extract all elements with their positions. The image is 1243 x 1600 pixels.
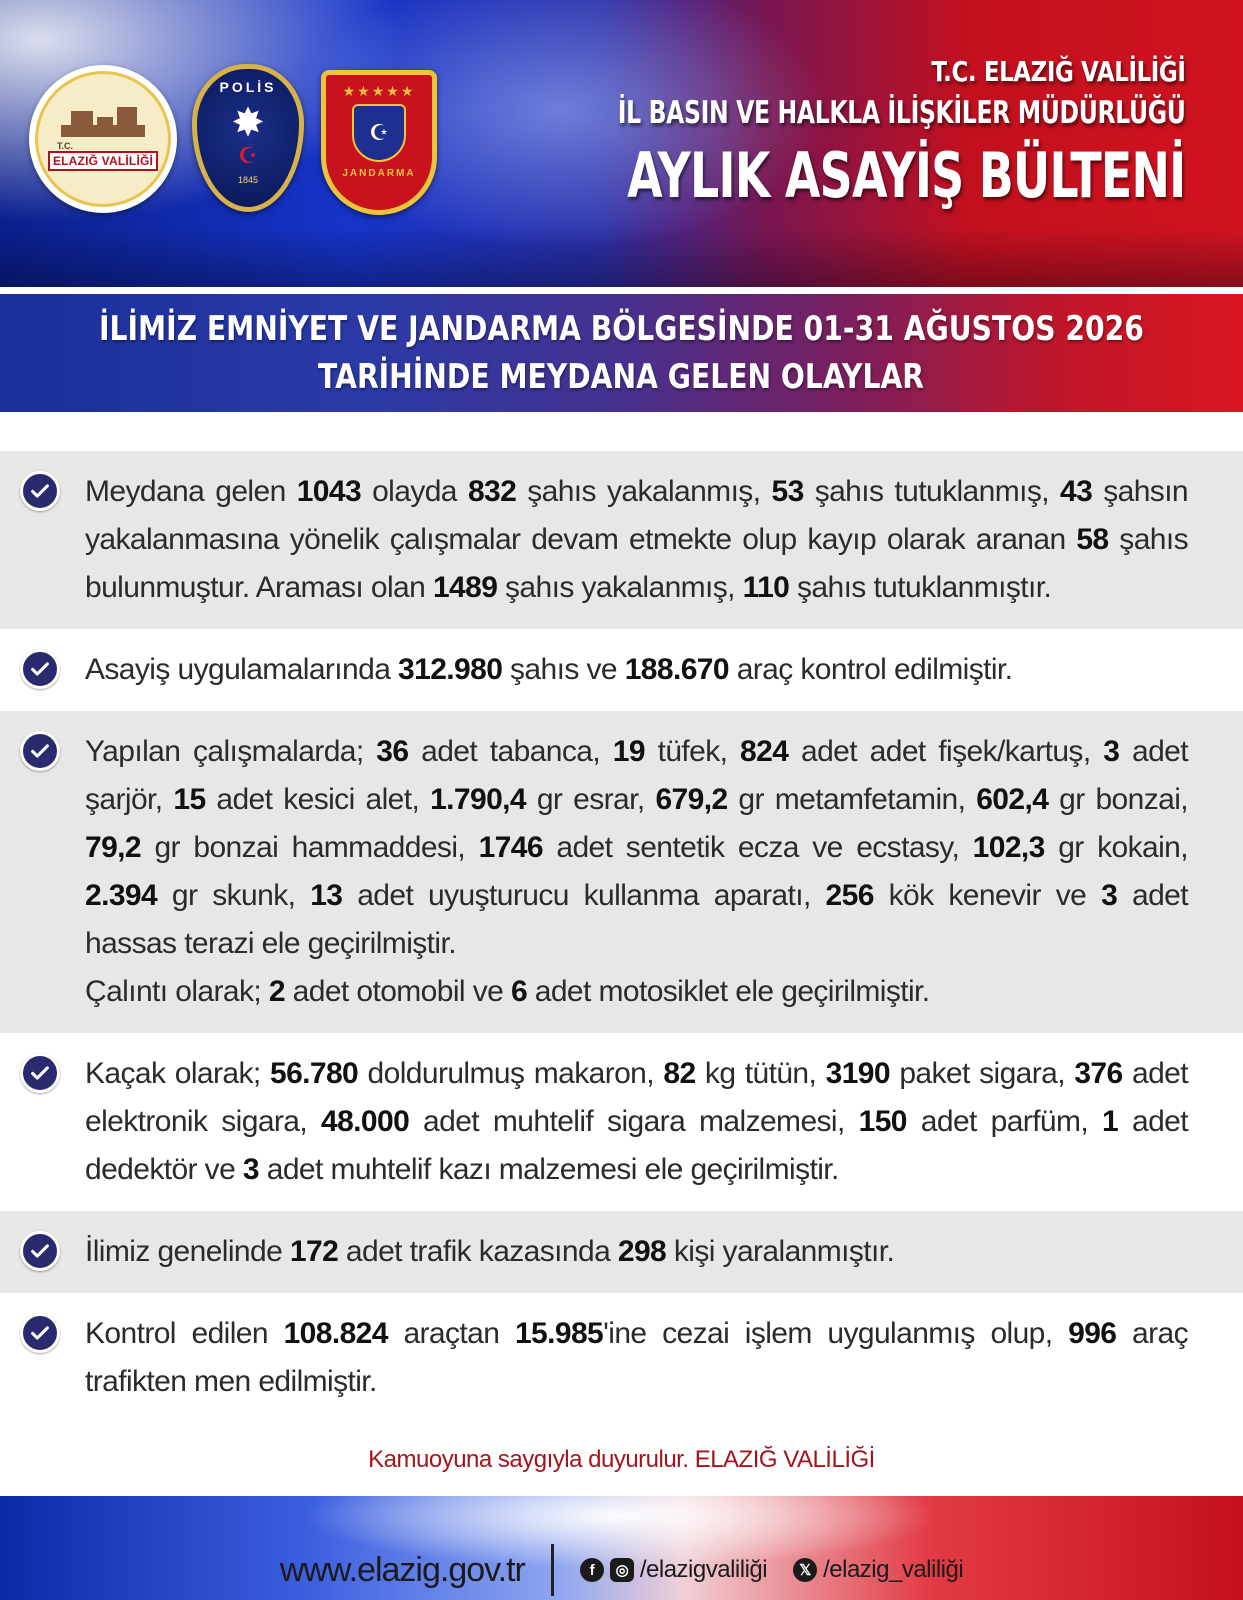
text-segment: adet adet fişek/kartuş, <box>788 735 1104 768</box>
text-segment: gr bonzai, <box>1048 783 1189 816</box>
polis-logo <box>192 64 304 212</box>
bulletin-item <box>0 1211 1243 1293</box>
text-segment: şahsın yakalanmasına yönelik çalışmalar devam etmekte olup kayıp olarak aranan <box>85 475 1189 556</box>
text-segment: şahıs yakalanmış, <box>497 571 743 604</box>
stat-value: 19 <box>612 735 645 768</box>
stat-value: 679,2 <box>655 783 728 816</box>
closing-note: Kamuoyuna saygıyla duyurulur. ELAZIĞ VALİLİĞİ <box>368 1446 875 1473</box>
bulletin-item-text <box>85 468 1188 612</box>
stars-icon: ★★★★★ <box>342 83 416 99</box>
text-segment: Kaçak olarak; <box>85 1057 270 1090</box>
facebook-instagram-handle: /elazigvaliliği <box>639 1556 768 1583</box>
polis-logo-label: POLİS <box>219 79 277 95</box>
star-icon: ✸ <box>231 101 265 145</box>
stat-value: 602,4 <box>976 783 1049 816</box>
header-line-2: İL BASIN VE HALKLA İLİŞKİLER MÜDÜRLÜĞÜ <box>617 95 1185 131</box>
checkmark-icon <box>20 1313 60 1353</box>
text-segment: gr bonzai hammaddesi, <box>141 831 479 864</box>
social-facebook-instagram[interactable] <box>580 1556 963 1584</box>
text-segment: gr kokain, <box>1044 831 1188 864</box>
text-segment: Yapılan çalışmalarda; <box>85 735 377 768</box>
stat-value: 79,2 <box>85 831 141 864</box>
stat-value: 1043 <box>296 475 362 508</box>
stat-value: 82 <box>663 1057 696 1090</box>
footer <box>0 1496 1243 1600</box>
stat-value: 6 <box>510 975 528 1008</box>
bulletin-item <box>0 629 1243 711</box>
text-segment: adet elektronik sigara, <box>85 1057 1188 1138</box>
stat-value: 110 <box>742 571 790 604</box>
bulletin-item <box>0 1293 1243 1423</box>
jandarma-logo <box>321 70 437 215</box>
text-segment: 'ine cezai işlem uygulanmış olup, <box>603 1317 1069 1350</box>
text-segment: araçtan <box>387 1317 515 1350</box>
stat-value: 150 <box>858 1105 907 1138</box>
valilik-logo-tc: T.C. <box>57 141 74 151</box>
text-segment: adet kesici alet, <box>205 783 431 816</box>
text-segment: adet muhtelif sigara malzemesi, <box>409 1105 859 1138</box>
text-segment: adet uyuşturucu kullanma aparatı, <box>342 879 826 912</box>
banner-line-2: TARİHİNDE MEYDANA GELEN OLAYLAR <box>318 357 925 397</box>
polis-logo-year: 1845 <box>237 175 259 185</box>
header-line-1: T.C. ELAZIĞ VALİLİĞİ <box>930 55 1185 88</box>
bulletin-item <box>0 1033 1243 1211</box>
text-segment: kg tütün, <box>695 1057 826 1090</box>
crescent-icon: ☪ <box>238 143 258 168</box>
stat-value: 56.780 <box>269 1057 359 1090</box>
text-segment: gr metamfetamin, <box>727 783 977 816</box>
text-segment: adet parfüm, <box>906 1105 1103 1138</box>
stat-value: 1746 <box>478 831 543 864</box>
x-icon: 𝕏 <box>793 1558 817 1582</box>
stat-value: 53 <box>771 475 804 508</box>
text-segment: kişi yaralanmıştır. <box>666 1235 895 1268</box>
text-segment: doldurulmuş makaron, <box>358 1057 664 1090</box>
stat-value: 1489 <box>432 571 498 604</box>
valilik-logo-label: ELAZIĞ VALİLİĞİ <box>48 151 158 171</box>
castle-icon <box>61 107 145 137</box>
checkmark-icon <box>20 649 60 689</box>
stat-value: 3 <box>1101 879 1118 912</box>
text-segment: gr skunk, <box>157 879 311 912</box>
stat-value: 43 <box>1060 475 1093 508</box>
stat-value: 256 <box>825 879 874 912</box>
text-segment: Kontrol edilen <box>85 1317 284 1350</box>
text-segment: adet hassas terazi ele geçirilmiştir. <box>85 879 1188 960</box>
checkmark-icon <box>20 471 60 511</box>
text-segment: gr esrar, <box>525 783 656 816</box>
stat-value: 996 <box>1068 1317 1117 1350</box>
subtitle-banner <box>0 294 1243 412</box>
elazig-valilik-logo <box>29 65 177 213</box>
stat-value: 3190 <box>825 1057 890 1090</box>
stat-value: 48.000 <box>321 1105 410 1138</box>
bulletin-item-text <box>85 728 1188 1016</box>
stat-value: 2 <box>268 975 285 1008</box>
bulletin-item-text <box>85 1310 1188 1406</box>
stat-value: 188.670 <box>624 653 729 686</box>
text-segment: şahıs tutuklanmıştır. <box>789 571 1052 604</box>
shield-icon: ☪ <box>352 104 406 162</box>
stat-value: 298 <box>617 1235 667 1268</box>
jandarma-logo-label: JANDARMA <box>342 168 416 179</box>
text-segment: olayda <box>361 475 468 508</box>
bulletin-title: AYLIK ASAYİŞ BÜLTENİ <box>626 139 1185 212</box>
x-handle: /elazig_valiliği <box>823 1556 964 1583</box>
text-segment: Çalıntı olarak; <box>85 975 269 1008</box>
stat-value: 15.985 <box>514 1317 604 1350</box>
bulletin-items <box>0 451 1243 1423</box>
text-segment: araç kontrol edilmiştir. <box>728 653 1013 686</box>
stat-value: 15 <box>173 783 206 816</box>
text-segment: araç trafikten men edilmiştir. <box>85 1317 1188 1398</box>
stat-value: 2.394 <box>85 879 158 912</box>
stat-value: 824 <box>740 735 789 768</box>
text-segment: şahıs ve <box>502 653 625 686</box>
text-segment: adet sentetik ecza ve ecstasy, <box>542 831 973 864</box>
text-segment: adet şarjör, <box>85 735 1188 816</box>
text-segment: adet motosiklet ele geçirilmiştir. <box>527 975 930 1008</box>
text-segment: Asayiş uygulamalarında <box>85 653 399 686</box>
text-segment: adet trafik kazasında <box>338 1235 618 1268</box>
stat-value: 58 <box>1076 523 1109 556</box>
stat-value: 172 <box>289 1235 339 1268</box>
text-segment: şahıs bulunmuştur. Araması olan <box>85 523 1188 604</box>
footer-divider <box>551 1544 554 1596</box>
stat-value: 3 <box>1103 735 1120 768</box>
checkmark-icon <box>20 1053 60 1093</box>
stat-value: 13 <box>310 879 343 912</box>
text-segment: Meydana gelen <box>85 475 297 508</box>
bulletin-item <box>0 711 1243 1033</box>
stat-value: 312.980 <box>398 653 503 686</box>
text-segment: tüfek, <box>644 735 741 768</box>
stat-value: 832 <box>467 475 517 508</box>
instagram-icon: ◎ <box>610 1558 634 1582</box>
text-segment: adet dedektör ve <box>85 1105 1188 1186</box>
header-titles <box>431 52 1186 218</box>
stat-value: 108.824 <box>283 1317 388 1350</box>
text-segment: paket sigara, <box>889 1057 1075 1090</box>
bulletin-item-text <box>85 646 1188 694</box>
bulletin-item-text <box>85 1050 1188 1194</box>
header <box>0 0 1243 287</box>
bulletin-item-text <box>85 1228 1188 1276</box>
facebook-icon: f <box>580 1558 604 1582</box>
stat-value: 1.790,4 <box>430 783 526 816</box>
stat-value: 1 <box>1102 1105 1119 1138</box>
stat-value: 36 <box>376 735 409 768</box>
text-segment: adet tabanca, <box>408 735 613 768</box>
website-link[interactable]: www.elazig.gov.tr <box>279 1550 525 1589</box>
stat-value: 376 <box>1074 1057 1123 1090</box>
banner-line-1: İLİMİZ EMNİYET VE JANDARMA BÖLGESİNDE 01-31 AĞUSTOS 2026 <box>99 309 1144 349</box>
text-segment: şahıs yakalanmış, <box>516 475 772 508</box>
checkmark-icon <box>20 1231 60 1271</box>
stat-value: 3 <box>242 1153 259 1186</box>
text-segment: İlimiz genelinde <box>85 1235 290 1268</box>
text-segment: adet otomobil ve <box>284 975 511 1008</box>
bulletin-item <box>0 451 1243 629</box>
stat-value: 102,3 <box>972 831 1045 864</box>
text-segment: adet muhtelif kazı malzemesi ele geçirilmiştir. <box>259 1153 839 1186</box>
text-segment: şahıs tutuklanmış, <box>803 475 1061 508</box>
text-segment: kök kenevir ve <box>873 879 1102 912</box>
checkmark-icon <box>20 731 60 771</box>
